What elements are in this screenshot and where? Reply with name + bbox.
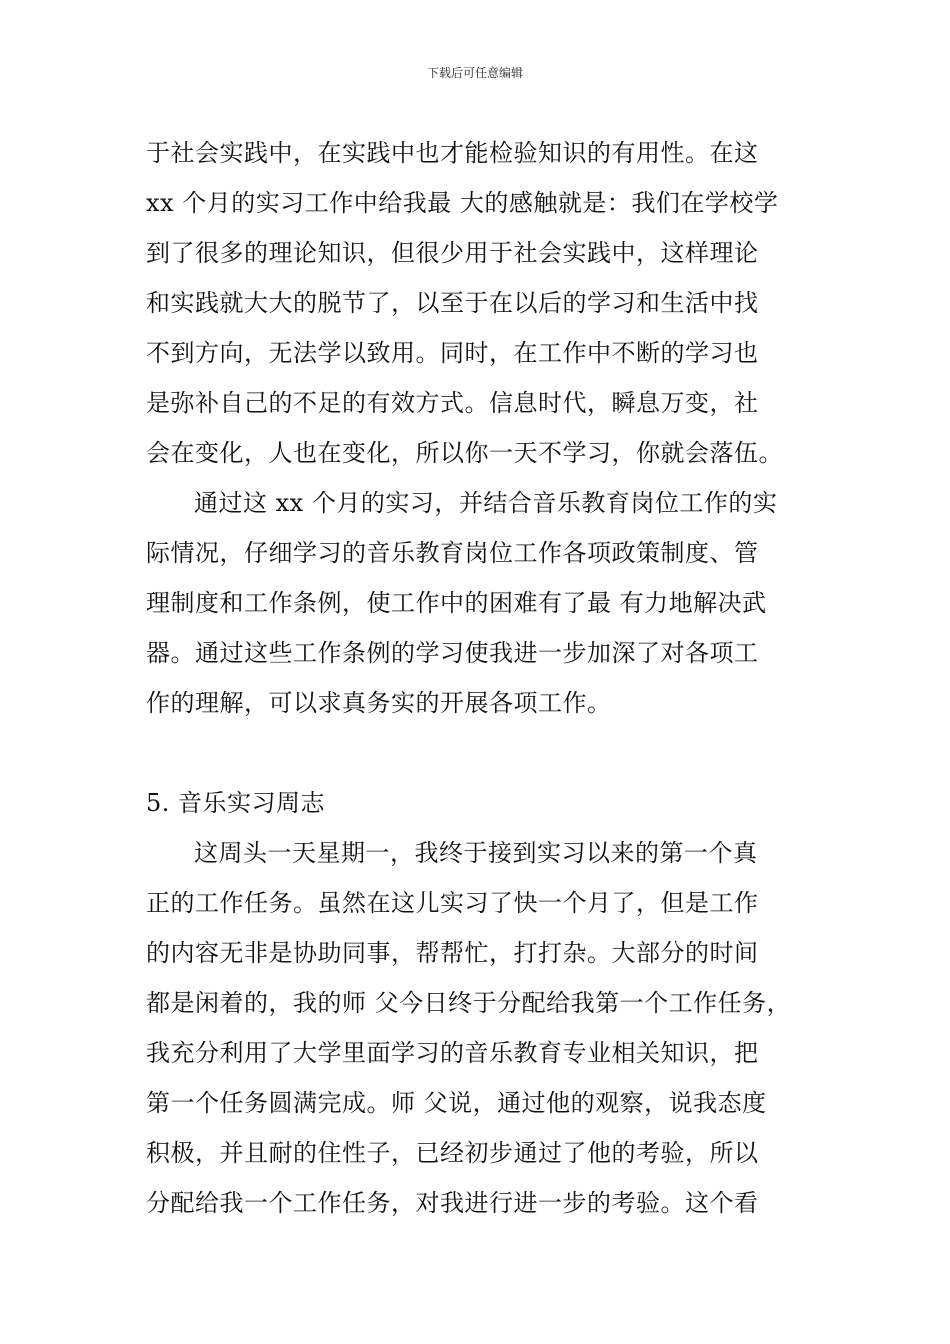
- text-line: 是弥补自己的不足的有效方式。信息时代，瞬息万变，社: [146, 389, 759, 417]
- text-line: 作的理解，可以求真务实的开展各项工作。: [146, 689, 612, 717]
- text-line: 器。通过这些工作条例的学习使我进一步加深了对各项工: [146, 639, 759, 667]
- text-line: 正的工作任务。虽然在这儿实习了快一个月了，但是工作: [146, 889, 759, 917]
- document-body: [146, 128, 826, 1228]
- text-line: xx 个月的实习工作中给我最 大的感触就是：我们在学校学: [146, 189, 779, 217]
- text-line: 都是闲着的，我的师 父今日终于分配给我第一个工作任务，: [146, 989, 792, 1017]
- text-line: 际情况，仔细学习的音乐教育岗位工作各项政策制度、管: [146, 539, 759, 567]
- text-line: 于社会实践中，在实践中也才能检验知识的有用性。在这: [146, 139, 759, 167]
- text-line: 我充分利用了大学里面学习的音乐教育专业相关知识，把: [146, 1039, 759, 1067]
- text-line: 理制度和工作条例，使工作中的困难有了最 有力地解决武: [146, 589, 767, 617]
- text-line: 会在变化，人也在变化，所以你一天不学习，你就会落伍。: [146, 439, 783, 467]
- section-heading: 5. 音乐实习周志: [146, 789, 326, 817]
- text-line: 积极，并且耐的住性子，已经初步通过了他的考验，所以: [146, 1139, 759, 1167]
- text-line: 通过这 xx 个月的实习，并结合音乐教育岗位工作的实: [194, 489, 778, 517]
- text-line: 和实践就大大的脱节了，以至于在以后的学习和生活中找: [146, 289, 759, 317]
- text-line: 第一个任务圆满完成。师 父说，通过他的观察，说我态度: [146, 1089, 767, 1117]
- paragraph-weekly-journal: [146, 828, 826, 1228]
- text-line: 这周头一天星期一，我终于接到实习以来的第一个真: [194, 839, 758, 867]
- paragraph-internship-summary: [146, 478, 826, 728]
- paragraph-gap: [146, 728, 826, 778]
- text-line: 的内容无非是协助同事，帮帮忙，打打杂。大部分的时间: [146, 939, 759, 967]
- text-line: 不到方向，无法学以致用。同时，在工作中不断的学习也: [146, 339, 759, 367]
- paragraph-continuation: [146, 128, 826, 478]
- text-line: 到了很多的理论知识，但很少用于社会实践中，这样理论: [146, 239, 759, 267]
- text-line: 分配给我一个工作任务，对我进行进一步的考验。这个看: [146, 1189, 759, 1217]
- page-header: 下载后可任意编辑: [426, 66, 523, 80]
